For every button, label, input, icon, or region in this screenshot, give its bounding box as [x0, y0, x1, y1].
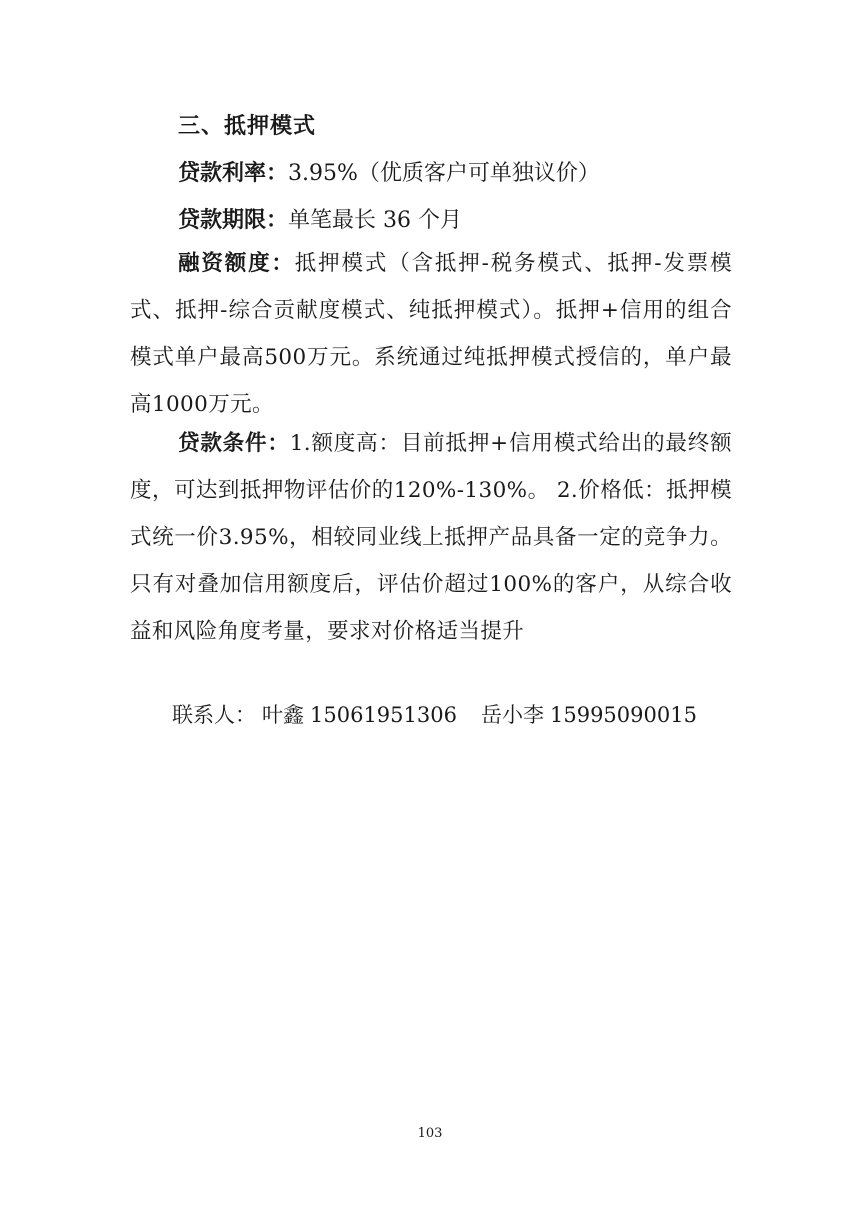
contact-person1-phone: 15061951306	[310, 703, 457, 727]
contact-person2-phone: 15995090015	[549, 703, 697, 727]
loan-conditions-text: 1.额度高：目前抵押+信用模式给出的最终额度，可达到抵押物评估价的120%-130%。 2.价格低：抵押模式统一价3.95%，相较同业线上抵押产品具备一定的竞争力。只有对叠加信用额度后，评估价超过100%的客户，从综合收益和风险角度考量，要求对价格适当提升	[130, 431, 732, 644]
loan-term-label: 贷款期限：	[178, 208, 289, 233]
financing-amount-label: 融资额度：	[178, 251, 295, 276]
loan-term-text: 单笔最长 36 个月	[288, 208, 462, 233]
contact-line	[172, 698, 703, 732]
loan-conditions-label: 贷款条件：	[178, 431, 290, 456]
financing-amount-text: 抵押模式（含抵押-税务模式、抵押-发票模式、抵押-综合贡献度模式、纯抵押模式）。抵押+信用的组合模式单户最高500万元。系统通过纯抵押模式授信的，单户最高1000万元。	[130, 251, 732, 417]
contact-label: 联系人：	[172, 703, 256, 727]
contact-person2-name: 岳小李	[480, 703, 544, 727]
loan-rate-line	[178, 157, 600, 191]
contact-person1-name: 叶鑫	[262, 703, 304, 727]
loan-term-line	[178, 204, 462, 238]
loan-rate-label: 贷款利率：	[178, 161, 289, 186]
page-number: 103	[417, 1126, 443, 1141]
loan-conditions-paragraph	[130, 420, 732, 655]
loan-rate-text: 3.95%（优质客户可单独议价）	[288, 161, 600, 186]
section-title: 三、抵押模式	[178, 114, 317, 139]
financing-amount-paragraph	[130, 240, 732, 428]
